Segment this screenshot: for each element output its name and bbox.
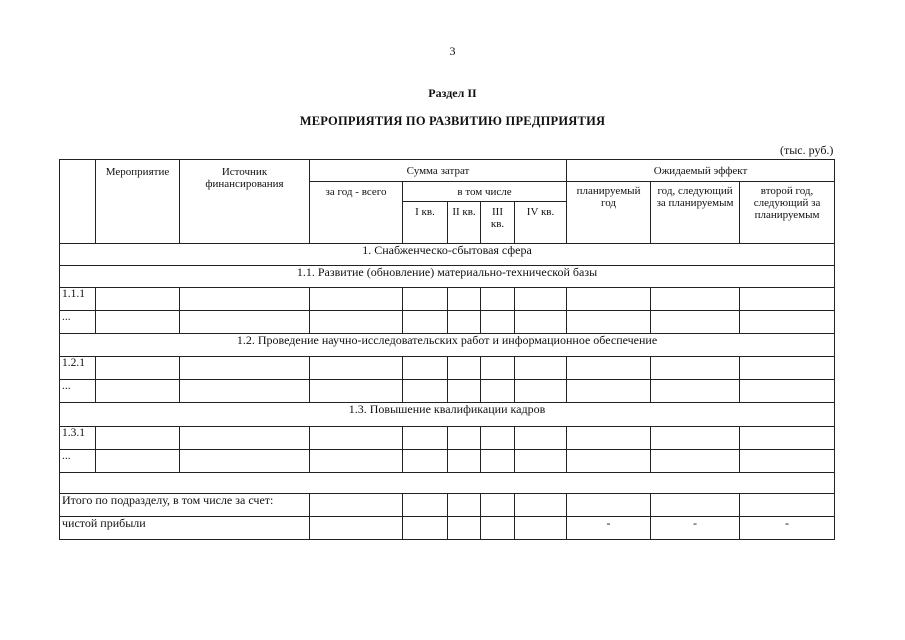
header-including: в том числе — [403, 182, 567, 202]
header-event: Мероприятие — [96, 160, 180, 244]
net-profit-row-label: чистой прибыли — [60, 517, 310, 540]
row-number-1-2-1: 1.2.1 — [60, 357, 96, 380]
net-profit-planned-dash: - — [567, 517, 651, 540]
section-row-1-1: 1.1. Развитие (обновление) материально-технической базы — [60, 266, 835, 288]
section-title: Раздел II — [428, 86, 477, 100]
header-source: Источник финансирования — [180, 160, 310, 244]
blank-row — [60, 473, 835, 494]
header-number-cell — [60, 160, 96, 244]
header-q3: III кв. — [481, 202, 515, 244]
header-q4: IV кв. — [515, 202, 567, 244]
net-profit-second-dash: - — [740, 517, 835, 540]
row-number-1-3-1: 1.3.1 — [60, 427, 96, 450]
header-next-year: год, следующий за планируемым — [651, 182, 740, 244]
header-q2: II кв. — [448, 202, 481, 244]
header-costs: Сумма затрат — [310, 160, 567, 182]
page-heading: МЕРОПРИЯТИЯ ПО РАЗВИТИЮ ПРЕДПРИЯТИЯ — [299, 114, 606, 128]
header-second-year: второй год, следующий за планируемым — [740, 182, 835, 244]
row-ellipsis-1-1: ... — [60, 311, 96, 334]
units-note: (тыс. руб.) — [780, 143, 834, 157]
header-effect: Ожидаемый эффект — [567, 160, 835, 182]
events-table — [59, 159, 835, 540]
net-profit-next-dash: - — [651, 517, 740, 540]
row-ellipsis-1-2: ... — [60, 380, 96, 403]
header-year-total: за год - всего — [310, 182, 403, 244]
row-number-1-1-1: 1.1.1 — [60, 288, 96, 311]
section-row-1: 1. Снабженческо-сбытовая сфера — [60, 244, 835, 266]
page-number: 3 — [449, 44, 456, 58]
header-q1: I кв. — [403, 202, 448, 244]
row-ellipsis-1-3: ... — [60, 450, 96, 473]
header-planned-year: планируемый год — [567, 182, 651, 244]
section-row-1-3: 1.3. Повышение квалификации кадров — [60, 403, 835, 427]
total-row-label: Итого по подразделу, в том числе за счет: — [60, 494, 310, 517]
section-row-1-2: 1.2. Проведение научно-исследовательских работ и информационное обеспечение — [60, 334, 835, 357]
